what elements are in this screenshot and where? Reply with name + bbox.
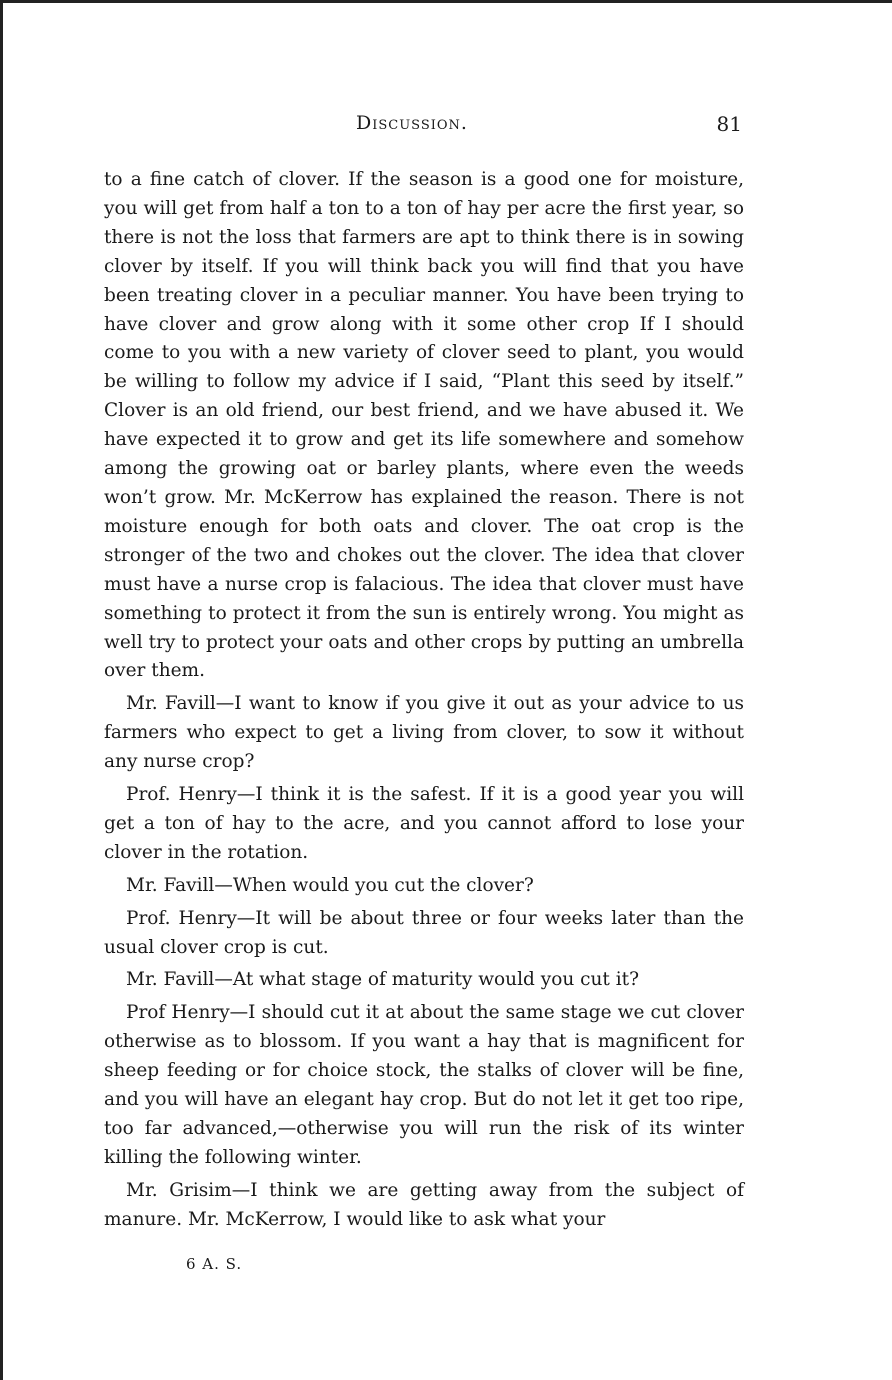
running-title: Discussion.	[356, 112, 468, 134]
paragraph-henry-later: Prof. Henry—It will be about three or four weeks later than the usual clover crop is cut.	[104, 907, 744, 958]
paragraph-henry-stage: Prof Henry—I should cut it at about the same stage we cut clover otherwise as to blossom. If you want a hay that is magnificent for sheep feeding or for choice stock, the stalks of clover will be fine, and you will have an elegant hay crop. But do not let it get too ripe, too far advanced,—otherwise you will run the risk of its winter killing the following winter.	[104, 1002, 744, 1168]
scan-border-top	[0, 0, 892, 3]
body-text	[104, 166, 744, 1239]
page-header	[104, 112, 744, 142]
signature-mark: 6 A. S.	[186, 1255, 243, 1273]
paragraph-favill-question: Mr. Favill—I want to know if you give it out as your advice to us farmers who expect to get a living from clover, to sow it without any nurse crop?	[104, 693, 744, 773]
paragraph-continued: to a fine catch of clover. If the season is a good one for moisture, you will get from half a ton to a ton of hay per acre the first year, so there is not the loss that farmers are apt to think there is in sowing clover by itself. If you will think back you will find that you have been treating clover in a peculiar manner. You have been trying to have clover and grow along with it some other crop If I should come to you with a new variety of clover seed to plant, you would be willing to follow my advice if I said, “Plant this seed by itself.” Clover is an old friend, our best friend, and we have abused it. We have expected it to grow and get its life somewhere and somehow among the growing oat or barley plants, where even the weeds won’t grow. Mr. McKerrow has explained the reason. There is not moisture enough for both oats and clover. The oat crop is the stronger of the two and chokes out the clover. The idea that clover must have a nurse crop is falacious. The idea that clover must have something to protect it from the sun is entirely wrong. You might as well try to protect your oats and other crops by putting an umbrella over them.	[104, 169, 744, 682]
paragraph-favill-maturity: Mr. Favill—At what stage of maturity would you cut it?	[126, 969, 639, 991]
page-number: 81	[716, 112, 742, 136]
paragraph-grisim: Mr. Grisim—I think we are getting away from the subject of manure. Mr. McKerrow, I would like to ask what your	[104, 1179, 744, 1230]
paragraph-henry-answer: Prof. Henry—I think it is the safest. If it is a good year you will get a ton of hay to the acre, and you cannot afford to lose your clover in the rotation.	[104, 784, 744, 863]
scan-border-left	[0, 0, 3, 1380]
paragraph-favill-when: Mr. Favill—When would you cut the clover?	[126, 874, 534, 896]
